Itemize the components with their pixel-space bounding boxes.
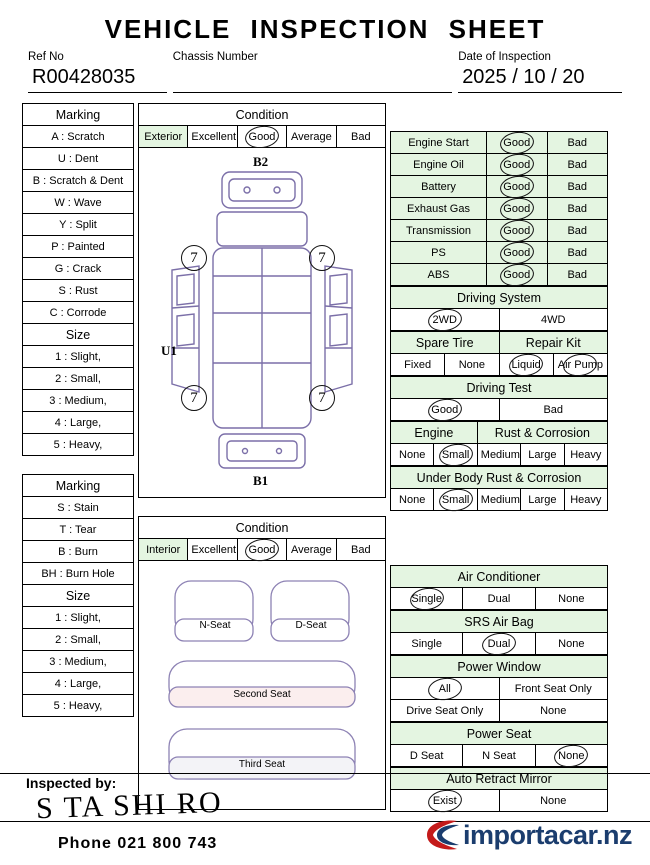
srs-none[interactable]: None bbox=[535, 633, 607, 655]
power-window-table bbox=[390, 655, 608, 722]
size-item: 2 : Small, bbox=[23, 368, 134, 390]
date-of-inspection-field bbox=[458, 51, 622, 93]
underbody-rust-medium[interactable]: Medium bbox=[477, 489, 520, 511]
mechanical-checks-table bbox=[390, 131, 608, 286]
engine-rust-table bbox=[390, 421, 608, 466]
diagram-column bbox=[138, 103, 386, 810]
driving-system-4wd[interactable]: 4WD bbox=[499, 309, 608, 331]
marking-header: Marking bbox=[23, 104, 134, 126]
underbody-rust-header: Under Body Rust & Corrosion bbox=[391, 467, 608, 489]
size-item: 2 : Small, bbox=[23, 629, 134, 651]
legend-item: S : Stain bbox=[23, 497, 134, 519]
repair-kit-header: Repair Kit bbox=[499, 332, 608, 354]
engine-oil-bad[interactable]: Bad bbox=[547, 154, 608, 176]
engine-rust-large[interactable]: Large bbox=[521, 444, 564, 466]
interior-marking-table bbox=[22, 474, 134, 717]
legend-item: U : Dent bbox=[23, 148, 134, 170]
engine-rust-small[interactable]: Small bbox=[434, 444, 477, 466]
ref-no-value[interactable]: R00428035 bbox=[28, 65, 167, 93]
legend-item: P : Painted bbox=[23, 236, 134, 258]
spare-tire-header: Spare Tire bbox=[391, 332, 500, 354]
logo-mark-icon bbox=[419, 815, 463, 855]
damage-mark: 7 bbox=[309, 245, 335, 271]
damage-mark: 7 bbox=[309, 385, 335, 411]
exhaust-gas-label: Exhaust Gas bbox=[391, 198, 487, 220]
legend-item: Y : Split bbox=[23, 214, 134, 236]
srs-single[interactable]: Single bbox=[391, 633, 463, 655]
size-item: 5 : Heavy, bbox=[23, 434, 134, 456]
exterior-option-bad[interactable]: Bad bbox=[336, 126, 385, 148]
interior-good-selected: Good bbox=[248, 543, 276, 556]
size-item: 4 : Large, bbox=[23, 673, 134, 695]
chassis-number-value[interactable] bbox=[173, 65, 452, 93]
inspector-signature: S TA SHI RO bbox=[35, 785, 224, 826]
main-body bbox=[22, 103, 628, 812]
ref-no-field bbox=[28, 51, 167, 93]
power-window-all[interactable]: All bbox=[391, 678, 500, 700]
engine-start-good[interactable]: Good bbox=[487, 132, 548, 154]
air-conditioner-header: Air Conditioner bbox=[391, 566, 608, 588]
interior-option-average[interactable]: Average bbox=[287, 539, 336, 561]
exterior-condition-table bbox=[138, 103, 386, 148]
ps-label: PS bbox=[391, 242, 487, 264]
chassis-number-field bbox=[173, 51, 452, 93]
seat-label-d-seat: D-Seat bbox=[295, 620, 327, 631]
interior-option-excellent[interactable]: Excellent bbox=[188, 539, 237, 561]
legend-item: S : Rust bbox=[23, 280, 134, 302]
diagram-label-u1: U1 bbox=[161, 343, 177, 358]
engine-rust-header-left: Engine bbox=[391, 422, 478, 444]
seat-label-second-seat: Second Seat bbox=[233, 689, 291, 700]
condition-header-interior: Condition bbox=[139, 517, 386, 539]
ps-bad[interactable]: Bad bbox=[547, 242, 608, 264]
power-seat-none[interactable]: None bbox=[535, 745, 607, 767]
engine-oil-label: Engine Oil bbox=[391, 154, 487, 176]
damage-mark: 7 bbox=[181, 245, 207, 271]
spare-tire-repair-kit-table bbox=[390, 331, 608, 376]
date-value[interactable]: 2025 / 10 / 20 bbox=[458, 65, 622, 93]
marking-header-interior: Marking bbox=[23, 475, 134, 497]
power-window-drive-seat-only[interactable]: Drive Seat Only bbox=[391, 700, 500, 722]
exterior-option-average[interactable]: Average bbox=[287, 126, 336, 148]
size-item: 3 : Medium, bbox=[23, 390, 134, 412]
power-window-front-seat-only[interactable]: Front Seat Only bbox=[499, 678, 608, 700]
legend-item: C : Corrode bbox=[23, 302, 134, 324]
battery-good[interactable]: Good bbox=[487, 176, 548, 198]
size-header-interior: Size bbox=[23, 585, 134, 607]
seat-label-third-seat: Third Seat bbox=[238, 759, 286, 770]
driving-test-header: Driving Test bbox=[391, 377, 608, 399]
driving-test-table bbox=[390, 376, 608, 421]
size-item: 3 : Medium, bbox=[23, 651, 134, 673]
legend-column bbox=[22, 103, 134, 717]
battery-label: Battery bbox=[391, 176, 487, 198]
car-outline-svg bbox=[139, 148, 385, 496]
ac-dual[interactable]: Dual bbox=[463, 588, 535, 610]
size-item: 1 : Slight, bbox=[23, 346, 134, 368]
auto-retract-mirror-header: Auto Retract Mirror bbox=[391, 768, 608, 790]
power-seat-d-seat[interactable]: D Seat bbox=[391, 745, 463, 767]
header-fields bbox=[28, 51, 622, 93]
abs-label: ABS bbox=[391, 264, 487, 286]
exhaust-gas-bad[interactable]: Bad bbox=[547, 198, 608, 220]
size-item: 1 : Slight, bbox=[23, 607, 134, 629]
repair-kit-air-pump[interactable]: Air Pump bbox=[553, 354, 607, 376]
power-window-none[interactable]: None bbox=[499, 700, 608, 722]
logo-text: importacar.nz bbox=[462, 819, 632, 850]
driving-system-header: Driving System bbox=[391, 287, 608, 309]
legend-item: B : Scratch & Dent bbox=[23, 170, 134, 192]
exterior-damage-diagram bbox=[138, 148, 386, 498]
footer bbox=[0, 773, 650, 865]
interior-option-bad[interactable]: Bad bbox=[336, 539, 385, 561]
ac-none[interactable]: None bbox=[535, 588, 607, 610]
legend-item: W : Wave bbox=[23, 192, 134, 214]
legend-item: B : Burn bbox=[23, 541, 134, 563]
transmission-good[interactable]: Good bbox=[487, 220, 548, 242]
seat-label-n-seat: N-Seat bbox=[199, 620, 231, 631]
auto-retract-mirror-none[interactable]: None bbox=[499, 790, 608, 812]
page-title: VEHICLE INSPECTION SHEET bbox=[104, 14, 546, 44]
engine-start-bad[interactable]: Bad bbox=[547, 132, 608, 154]
power-window-header: Power Window bbox=[391, 656, 608, 678]
transmission-label: Transmission bbox=[391, 220, 487, 242]
power-seat-header: Power Seat bbox=[391, 723, 608, 745]
exterior-option-excellent[interactable]: Excellent bbox=[188, 126, 237, 148]
legend-item: G : Crack bbox=[23, 258, 134, 280]
exterior-option-good[interactable] bbox=[237, 126, 286, 148]
engine-rust-medium[interactable]: Medium bbox=[477, 444, 520, 466]
engine-rust-none[interactable]: None bbox=[391, 444, 434, 466]
exhaust-gas-good[interactable]: Good bbox=[487, 198, 548, 220]
condition-header: Condition bbox=[139, 104, 386, 126]
seats-outline-svg bbox=[139, 561, 385, 808]
legend-item: T : Tear bbox=[23, 519, 134, 541]
engine-oil-good[interactable]: Good bbox=[487, 154, 548, 176]
interior-label: Interior bbox=[139, 539, 188, 561]
driving-test-bad[interactable]: Bad bbox=[499, 399, 608, 421]
driving-system-2wd[interactable]: 2WD bbox=[391, 309, 500, 331]
abs-good[interactable]: Good bbox=[487, 264, 548, 286]
underbody-rust-none[interactable]: None bbox=[391, 489, 434, 511]
driving-system-table bbox=[390, 286, 608, 331]
size-item: 4 : Large, bbox=[23, 412, 134, 434]
driving-test-good[interactable]: Good bbox=[391, 399, 500, 421]
battery-bad[interactable]: Bad bbox=[547, 176, 608, 198]
power-seat-table bbox=[390, 722, 608, 767]
engine-start-label: Engine Start bbox=[391, 132, 487, 154]
mechanical-column bbox=[390, 103, 608, 812]
repair-kit-liquid[interactable]: Liquid bbox=[499, 354, 553, 376]
underbody-rust-heavy[interactable]: Heavy bbox=[564, 489, 607, 511]
diagram-label-b1: B1 bbox=[253, 473, 269, 488]
engine-rust-header-right: Rust & Corrosion bbox=[477, 422, 607, 444]
damage-mark: 7 bbox=[181, 385, 207, 411]
inspected-by-label: Inspected by: bbox=[26, 775, 117, 791]
size-item: 5 : Heavy, bbox=[23, 695, 134, 717]
exterior-label: Exterior bbox=[139, 126, 188, 148]
legend-item: BH : Burn Hole bbox=[23, 563, 134, 585]
engine-rust-heavy[interactable]: Heavy bbox=[564, 444, 607, 466]
ps-good[interactable]: Good bbox=[487, 242, 548, 264]
underbody-rust-large[interactable]: Large bbox=[521, 489, 564, 511]
size-header: Size bbox=[23, 324, 134, 346]
spare-tire-none[interactable]: None bbox=[445, 354, 499, 376]
spare-tire-fixed[interactable]: Fixed bbox=[391, 354, 445, 376]
interior-option-good[interactable] bbox=[237, 539, 286, 561]
interior-condition-table bbox=[138, 516, 386, 561]
auto-retract-mirror-exist[interactable]: Exist bbox=[391, 790, 500, 812]
ref-no-label: Ref No bbox=[28, 51, 64, 63]
transmission-bad[interactable]: Bad bbox=[547, 220, 608, 242]
air-conditioner-table bbox=[390, 565, 608, 610]
srs-dual[interactable]: Dual bbox=[463, 633, 535, 655]
underbody-rust-table bbox=[390, 466, 608, 511]
diagram-label-b2: B2 bbox=[253, 154, 269, 169]
legend-item: A : Scratch bbox=[23, 126, 134, 148]
srs-air-bag-table bbox=[390, 610, 608, 655]
exterior-good-selected: Good bbox=[248, 130, 276, 143]
date-label: Date of Inspection bbox=[458, 51, 551, 63]
company-logo bbox=[419, 813, 632, 857]
underbody-rust-small[interactable]: Small bbox=[434, 489, 477, 511]
power-seat-n-seat[interactable]: N Seat bbox=[463, 745, 535, 767]
exterior-marking-table bbox=[22, 103, 134, 456]
srs-air-bag-header: SRS Air Bag bbox=[391, 611, 608, 633]
phone-number: Phone 021 800 743 bbox=[58, 835, 218, 852]
chassis-number-label: Chassis Number bbox=[172, 51, 258, 63]
ac-single[interactable]: Single bbox=[391, 588, 463, 610]
abs-bad[interactable]: Bad bbox=[547, 264, 608, 286]
